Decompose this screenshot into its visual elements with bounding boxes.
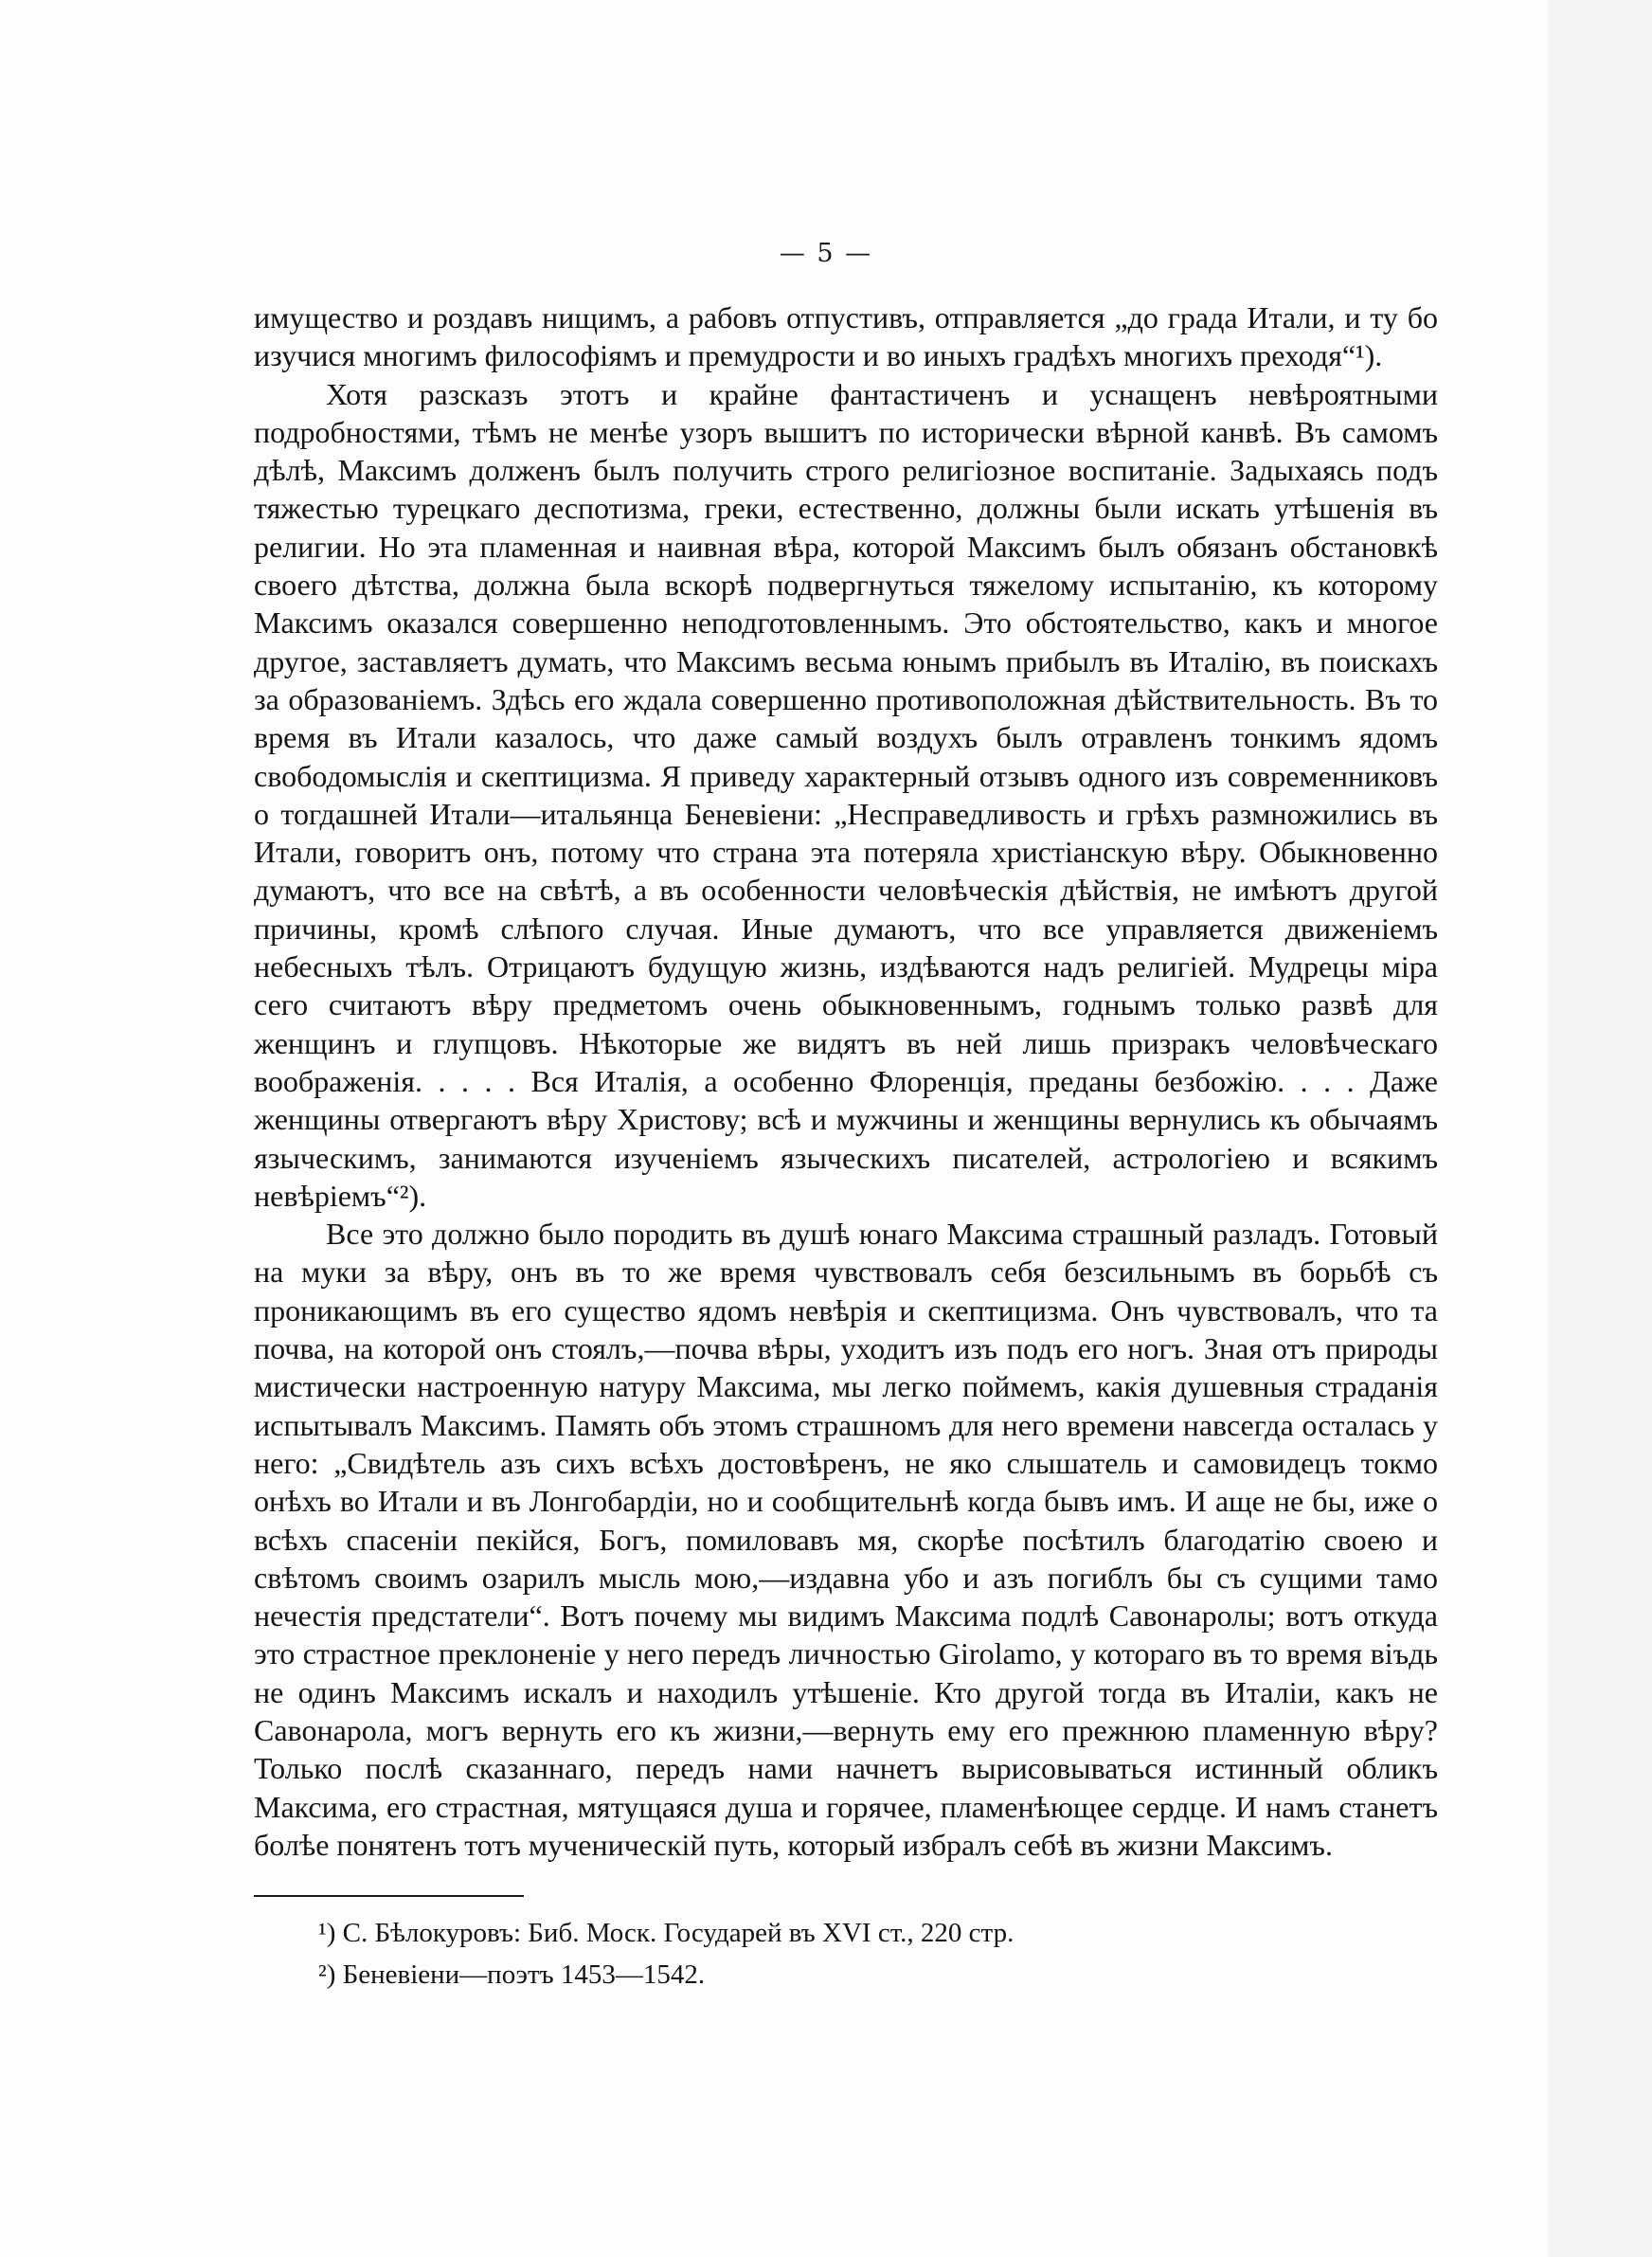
footnotes	[318, 1912, 1408, 1995]
footnote-1: ¹) С. Бѣлокуровъ: Биб. Моск. Государей въ XVI ст., 220 стр.	[318, 1918, 1015, 1948]
page-number: — 5 —	[779, 239, 873, 268]
body-text	[254, 298, 1438, 1864]
footnote-2: ²) Беневіени—поэтъ 1453—1542.	[318, 1959, 706, 1990]
paragraph-3: Все это должно было породить въ душѣ юнаго Максима страшный разладъ. Готовый на муки за вѣру, онъ въ то же время чувствовалъ себя безсильнымъ въ борьбѣ съ проникающимъ въ его существо ядомъ невѣрія и скептицизма. Онъ чувствовалъ, что та почва, на которой онъ стоялъ,—почва вѣры, уходитъ изъ подъ его ногъ. Зная отъ природы мистически настроенную натуру Максима, мы легко поймемъ, какія душевныя страданія испытывалъ Максимъ. Память объ этомъ страшномъ для него времени навсегда осталась у него: „Свидѣтель азъ сихъ всѣхъ достовѣренъ, не яко слышатель и самовидецъ токмо онѣхъ во Итали и въ Лонгобардіи, но и сообщительнѣ когда бывъ имъ. И аще не бы, иже о всѣхъ спасеніи пекійся, Богъ, помиловавъ мя, скорѣе посѣтилъ благодатію своею и свѣтомъ своимъ озарилъ мысль мою,—издавна убо и азъ погиблъ бы съ сущими тамо нечестія предстатели“. Вотъ почему мы видимъ Максима подлѣ Савонаролы; вотъ откуда это страстное преклоненіе у него передъ личностью Girolamo, у котораго въ то время віъдь не одинъ Максимъ искалъ и находилъ утѣшеніе. Кто другой тогда въ Италіи, какъ не Савонарола, могъ вернуть его къ жизни,—вернуть ему его прежнюю пламенную вѣру? Только послѣ сказаннаго, передъ нами начнетъ вырисовываться истинный обликъ Максима, его страстная, мятущаяся душа и горячее, пламенѣющее сердце. И намъ станетъ болѣе понятенъ тотъ мученическій путь, который избралъ себѣ въ жизни Максимъ.	[254, 1217, 1438, 1862]
paragraph-1: имущество и роздавъ нищимъ, а рабовъ отпустивъ, отправляется „до града Итали, и ту бо изучися многимъ философіямъ и премудрости и во иныхъ градѣхъ многихъ преходя“¹).	[254, 300, 1438, 373]
footnote-divider	[254, 1895, 524, 1897]
page-edge-shadow	[1548, 0, 1652, 2257]
paragraph-2: Хотя разсказъ этотъ и крайне фантастиченъ и уснащенъ невѣроятными подробностями, тѣмъ не менѣе узоръ вышитъ по исторически вѣрной канвѣ. Въ самомъ дѣлѣ, Максимъ долженъ былъ получить строго религіозное воспитаніе. Задыхаясь подъ тяжестью турецкаго деспотизма, греки, естественно, должны были искать утѣшенія въ религии. Но эта пламенная и наивная вѣра, которой Максимъ былъ обязанъ обстановкѣ своего дѣтства, должна была вскорѣ подвергнуться тяжелому испытанію, къ которому Максимъ оказался совершенно неподготовленнымъ. Это обстоятельство, какъ и многое другое, заставляетъ думать, что Максимъ весьма юнымъ прибылъ въ Италію, въ поискахъ за образованіемъ. Здѣсь его ждала совершенно противоположная дѣйствительность. Въ то время въ Итали казалось, что даже самый воздухъ былъ отравленъ тонкимъ ядомъ свободомыслія и скептицизма. Я приведу характерный отзывъ одного изъ современниковъ о тогдашней Итали—итальянца Беневіени: „Несправедливость и грѣхъ размножились въ Итали, говоритъ онъ, потому что страна эта потеряла христіанскую вѣру. Обыкновенно думаютъ, что все на свѣтѣ, а въ особенности человѣческія дѣйствія, не имѣютъ другой причины, кромѣ слѣпого случая. Иные думаютъ, что все управляется движеніемъ небесныхъ тѣлъ. Отрицаютъ будущую жизнь, издѣваются надъ религіей. Мудрецы міра сего считаютъ вѣру предметомъ очень обыкновеннымъ, годнымъ только развѣ для женщинъ и глупцовъ. Нѣкоторые же видятъ въ ней лишь призракъ человѣческаго воображенія. . . . . Вся Италія, а особенно Флоренція, преданы безбожію. . . . Даже женщины отвергаютъ вѣру Христову; всѣ и мужчины и женщины вернулись къ обычаямъ языческимъ, занимаются изученіемъ языческихъ писателей, астрологіею и всякимъ невѣріемъ“²).	[254, 376, 1438, 1213]
